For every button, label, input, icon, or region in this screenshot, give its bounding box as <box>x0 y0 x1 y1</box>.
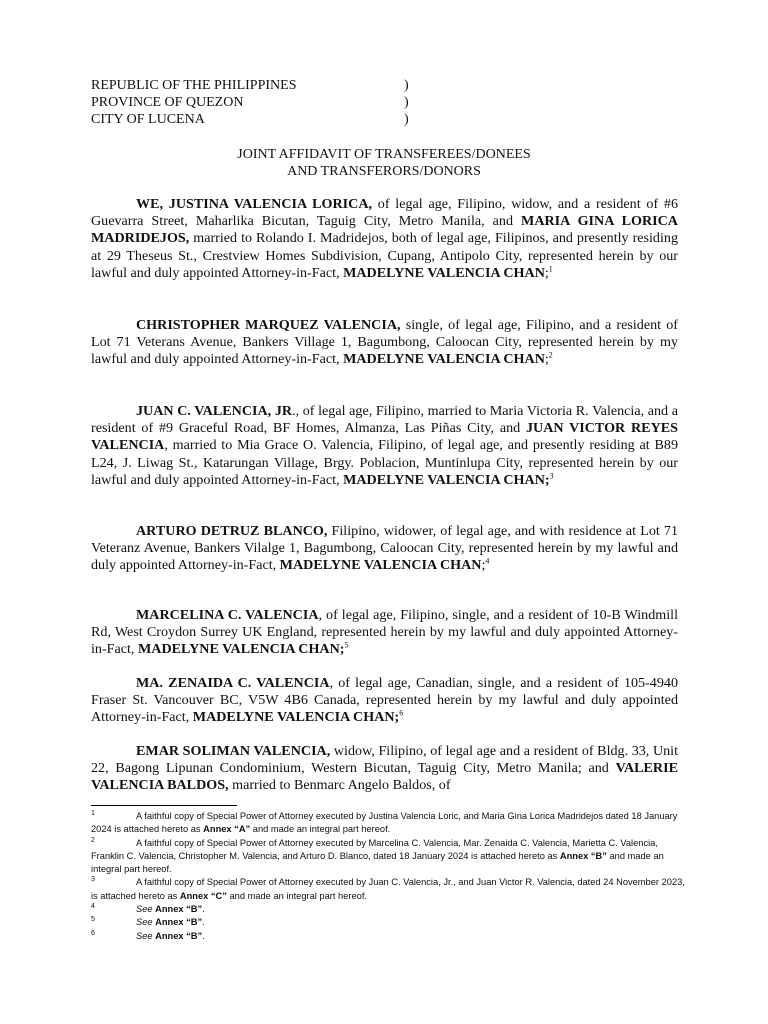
paragraph-emar-valencia <box>91 743 678 795</box>
footnote-5 <box>91 916 691 929</box>
paragraph-zenaida-valencia <box>91 675 678 727</box>
party-details: widow, Filipino, of legal age and a resident of Bldg. 33, Unit 22, Bagong Lipunan Condominium, Western Bicutan, Taguig City, Metro Manila; and <box>91 743 678 777</box>
party-name: WE, JUSTINA VALENCIA LORICA, <box>136 196 373 212</box>
venue-label: PROVINCE OF QUEZON <box>91 95 244 110</box>
annex-label: Annex “B” <box>155 917 203 928</box>
footnote-number: 3 <box>91 876 95 884</box>
document-title <box>0 146 768 180</box>
paragraph-juan-valencia <box>91 403 678 489</box>
footnote-text: A faithful copy of Special Power of Attorney executed by Justina Valencia Loric, and Maria Gina Lorica Madridejos dated 18 January 2024 is attached hereto as <box>91 811 678 835</box>
annex-label: Annex “B” <box>155 904 203 915</box>
party-name: MARCELINA C. VALENCIA <box>136 607 319 623</box>
footnote-2 <box>91 837 691 877</box>
annex-label: Annex “B” <box>155 930 203 941</box>
footnote-number: 1 <box>91 810 95 817</box>
footnote-number: 5 <box>91 916 95 924</box>
annex-label: Annex “C” <box>179 890 227 901</box>
venue-label: CITY OF LUCENA <box>91 112 205 127</box>
party-details: married to Benmarc Angelo Baldos, of <box>228 777 451 794</box>
footnote-6 <box>91 930 691 943</box>
footnote-text: A faithful copy of Special Power of Attorney executed by Marcelina C. Valencia, Mar. Zenaida C. Valencia, Marietta C. Valencia, Franklin C. Valencia, Christopher M. Valencia, and Arturo D. Blanco, dated 18 January 2024 is attached hereto as <box>91 837 658 861</box>
footnote-text: . <box>202 904 205 915</box>
punctuation: ; <box>544 351 549 368</box>
party-name: VALERIE VALENCIA BALDOS, <box>91 760 678 794</box>
footnote-text: A faithful copy of Special Power of Attorney executed by Juan C. Valencia, Jr., and Juan Victor R. Valencia, dated 24 November 2023, is attached hereto as <box>91 877 685 901</box>
footnote-ref: 3 <box>549 471 554 481</box>
party-name: ARTURO DETRUZ BLANCO, <box>136 523 328 539</box>
footnote-see: See <box>136 917 153 928</box>
footnote-text: and made an integral part hereof. <box>226 890 367 901</box>
footnote-ref: 2 <box>548 350 553 360</box>
party-details: single, of legal age, Filipino, and a resident of Lot 71 Veterans Avenue, Bankers Village 1, Bagumbong, Caloocan City, represented herein by my lawful and duly appointed Attorney-in-Fact, <box>91 317 678 368</box>
attorney-name: MADELYNE VALENCIA CHAN; <box>192 709 400 726</box>
footnote-text: . <box>202 930 205 941</box>
attorney-name: MADELYNE VALENCIA CHAN; <box>343 471 550 488</box>
attorney-name: MADELYNE VALENCIA CHAN; <box>137 641 345 658</box>
attorney-name: MADELYNE VALENCIA CHAN <box>279 557 482 574</box>
footnote-see: See <box>136 930 153 941</box>
footnote-4 <box>91 903 691 916</box>
venue-paren: ) <box>404 78 409 93</box>
footnote-ref: 4 <box>485 556 490 566</box>
footnote-separator <box>91 805 237 806</box>
footnote-1 <box>91 810 691 837</box>
attorney-name: MADELYNE VALENCIA CHAN <box>343 351 545 368</box>
venue-label: REPUBLIC OF THE PHILIPPINES <box>91 78 297 93</box>
party-name: EMAR SOLIMAN VALENCIA, <box>136 743 331 759</box>
footnote-ref: 5 <box>344 640 349 650</box>
party-details: married to Rolando I. Madridejos, both of legal age, Filipinos, and presently residing at 29 Theseus St., Crestview Homes Subdivision, Cupang, Antipolo City, represented herein by our lawful and duly appointed Attorney-in-Fact, <box>91 230 678 281</box>
annex-label: Annex “B” <box>559 850 607 861</box>
paragraph-christopher-valencia <box>91 317 678 369</box>
party-details: , of legal age, Canadian, single, and a resident of 105-4940 Fraser St. Vancouver BC, V5W 4B6 Canada, represented herein by my lawful and duly appointed Attorney-in-Fact, <box>91 675 678 726</box>
venue-province <box>91 94 421 111</box>
venue-paren: ) <box>404 95 409 110</box>
venue-paren: ) <box>404 112 409 127</box>
party-details: Filipino, widower, of legal age, and with residence at Lot 71 Veteranz Avenue, Bankers Vilalge 1, Bagumbong, Caloocan City, represented herein by my lawful and duly appointed Attorney-in-Fact, <box>91 523 679 574</box>
footnote-ref: 1 <box>548 264 553 274</box>
venue-country <box>91 77 421 94</box>
party-name: JUAN C. VALENCIA, JR <box>136 403 293 419</box>
punctuation: ; <box>481 557 486 574</box>
party-name: JUAN VICTOR REYES VALENCIA <box>91 420 679 454</box>
footnotes <box>91 810 691 943</box>
party-details: , of legal age, Filipino, single, and a resident of 10-B Windmill Rd, West Croydon Surrey UK England, represented herein by my lawful and duly appointed Attorney-in-Fact, <box>91 607 678 658</box>
footnote-ref: 6 <box>399 708 404 718</box>
venue-city <box>91 111 421 128</box>
footnote-number: 4 <box>91 903 95 911</box>
punctuation: ; <box>544 264 549 281</box>
paragraph-lorica-madridejos <box>91 196 678 282</box>
party-name: CHRISTOPHER MARQUEZ VALENCIA, <box>136 317 401 333</box>
footnote-text: and made an integral part hereof. <box>250 824 391 835</box>
party-name: MARIA GINA LORICA MADRIDEJOS, <box>91 213 678 247</box>
party-name: MA. ZENAIDA C. VALENCIA <box>136 675 330 691</box>
title-line-1: JOINT AFFIDAVIT OF TRANSFEREES/DONEES <box>237 147 531 162</box>
paragraph-marcelina-valencia <box>91 607 678 659</box>
title-line-2: AND TRANSFERORS/DONORS <box>287 164 481 179</box>
party-details: of legal age, Filipino, widow, and a resident of #6 Guevarra Street, Maharlika Bicutan, Taguig City, Metro Manila, and <box>91 196 678 230</box>
venue-block <box>91 77 421 128</box>
paragraph-arturo-blanco <box>91 523 678 575</box>
attorney-name: MADELYNE VALENCIA CHAN <box>343 264 545 281</box>
footnote-3 <box>91 876 691 903</box>
footnote-text: . <box>202 917 205 928</box>
party-details: ., of legal age, Filipino, married to Maria Victoria R. Valencia, and a resident of #9 Graceful Road, BF Homes, Almanza, Las Piñas City, and <box>91 403 678 437</box>
footnote-see: See <box>136 904 153 915</box>
footnote-text: and made an integral part hereof. <box>91 850 664 875</box>
annex-label: Annex “A” <box>203 824 251 835</box>
footnote-number: 2 <box>91 836 95 844</box>
party-details: , married to Mia Grace O. Valencia, Filipino, of legal age, and presently residing at B89 L24, J. Liwag St., Katarungan Village, Brgy. Poblacion, Muntinlupa City, represented herein by our lawful and duly appointed Attorney-in-Fact, <box>91 437 678 488</box>
footnote-number: 6 <box>91 929 95 937</box>
